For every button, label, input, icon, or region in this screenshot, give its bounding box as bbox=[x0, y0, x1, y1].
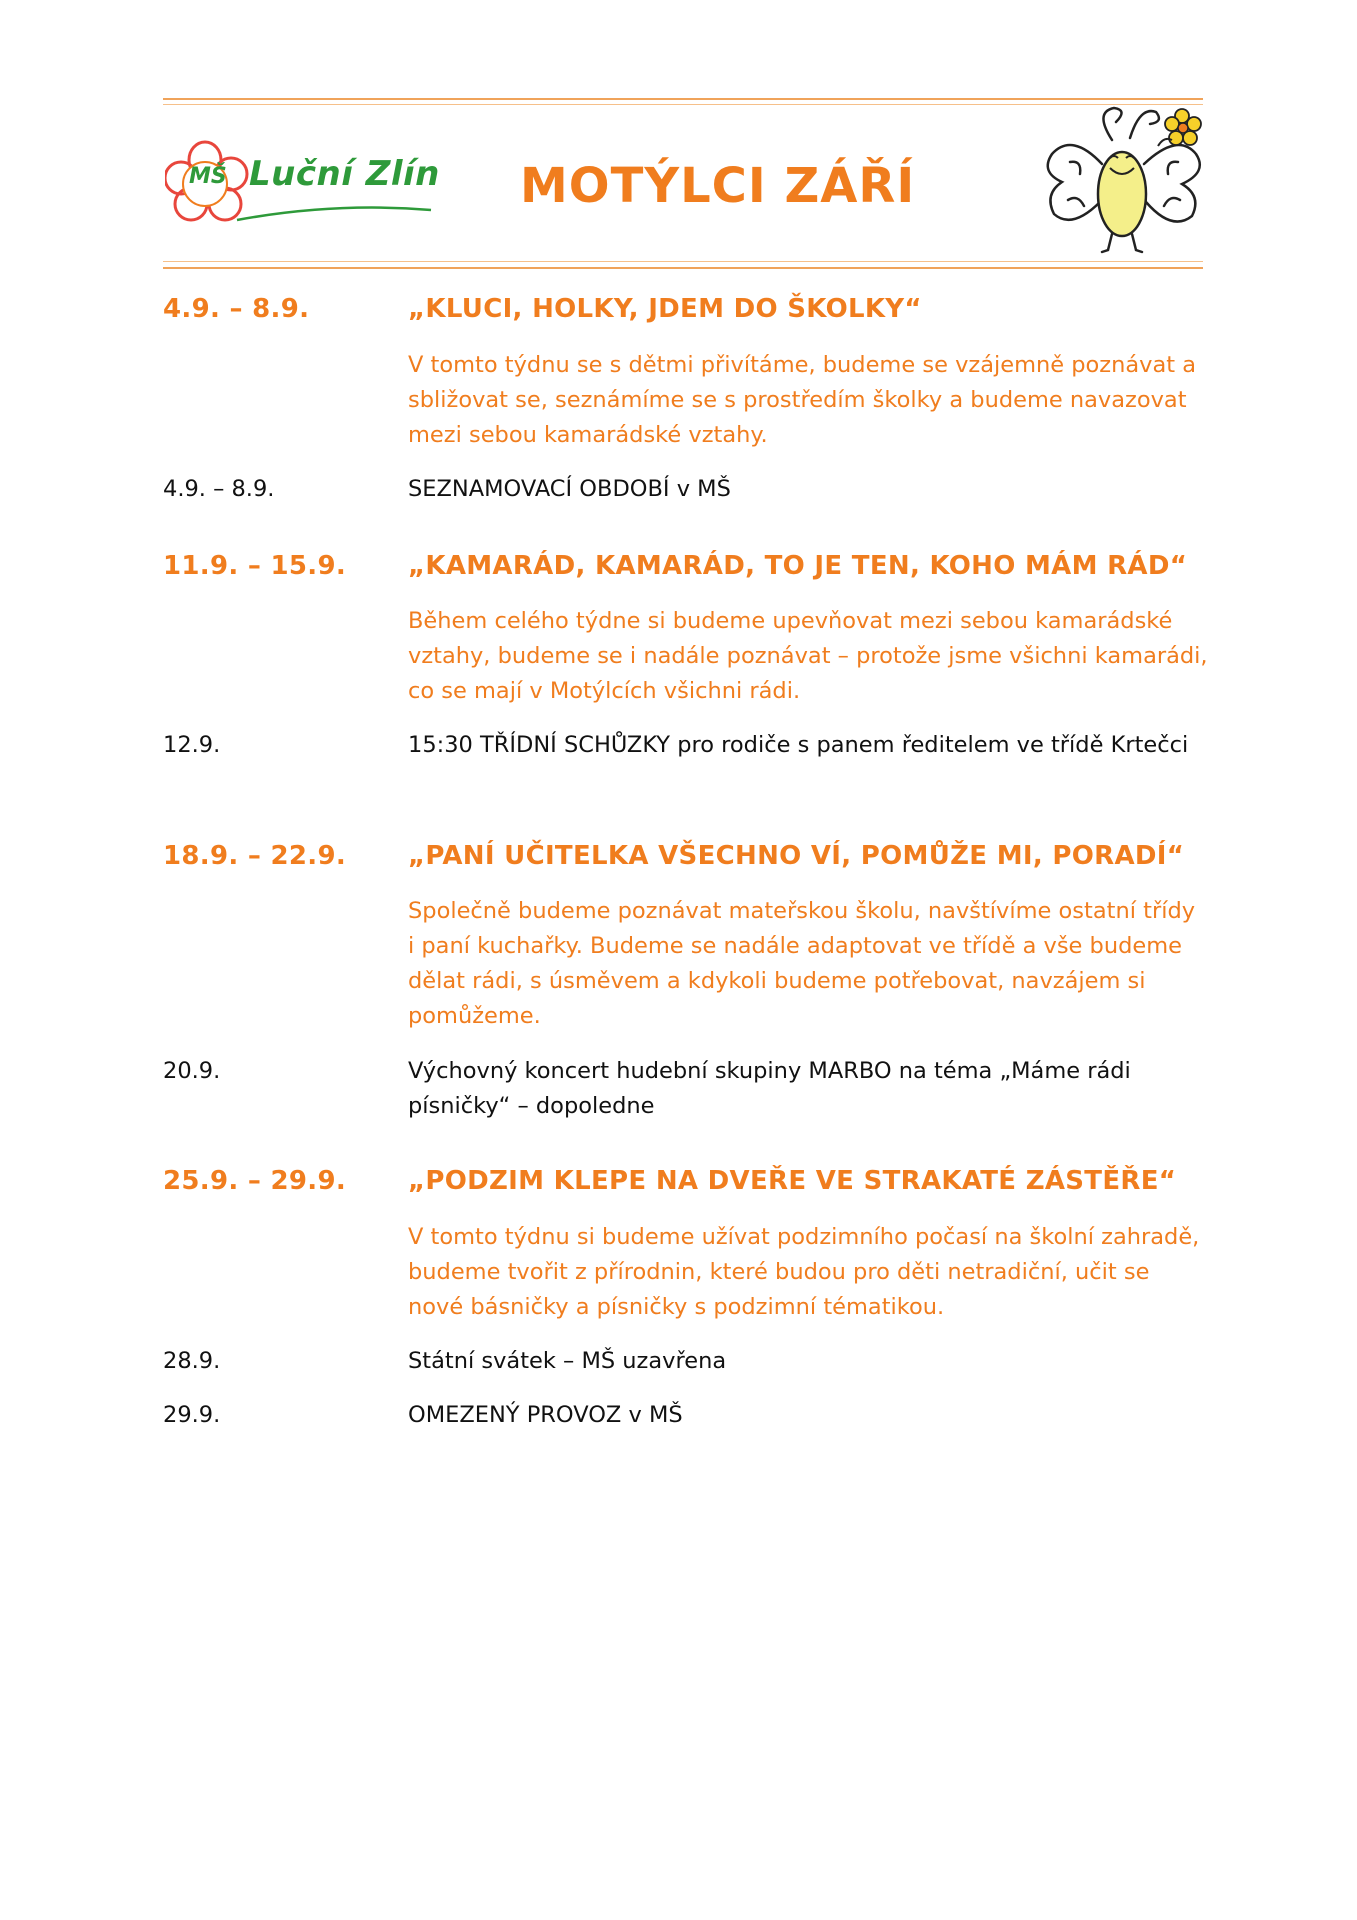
butterfly-icon bbox=[1032, 102, 1212, 262]
header-bottom-rule-thin bbox=[163, 261, 1203, 262]
event-text: Výchovný koncert hudební skupiny MARBO na téma „Máme rádi písničky“ – dopoledne bbox=[408, 1058, 1131, 1119]
header-top-rule bbox=[163, 98, 1203, 100]
school-logo bbox=[165, 138, 445, 228]
week-date: 11.9. – 15.9. bbox=[163, 551, 347, 581]
event-date: 4.9. – 8.9. bbox=[163, 476, 275, 502]
event-text: Státní svátek – MŠ uzavřena bbox=[408, 1348, 727, 1374]
logo-swoosh-icon bbox=[235, 204, 435, 224]
week-date: 25.9. – 29.9. bbox=[163, 1166, 347, 1196]
event-text: SEZNAMOVACÍ OBDOBÍ v MŠ bbox=[408, 476, 731, 502]
week-date: 18.9. – 22.9. bbox=[163, 841, 347, 871]
event-date: 12.9. bbox=[163, 732, 221, 758]
event-date: 20.9. bbox=[163, 1058, 221, 1084]
week-theme: „PANÍ UČITELKA VŠECHNO VÍ, POMŮŽE MI, PORADÍ“ bbox=[408, 841, 1185, 871]
page-title: MOTÝLCI ZÁŘÍ bbox=[520, 158, 916, 214]
week-description: Společně budeme poznávat mateřskou školu, navštívíme ostatní třídy i paní kuchařky. Budeme se nadále adaptovat ve třídě a vše budeme dělat rádi, s úsměvem a kdykoli budeme potřebovat, navzájem si pomůžeme. bbox=[408, 898, 1196, 1029]
logo-ms-label: MŠ bbox=[189, 164, 227, 189]
week-theme: „KAMARÁD, KAMARÁD, TO JE TEN, KOHO MÁM RÁD“ bbox=[408, 551, 1188, 581]
event-date: 28.9. bbox=[163, 1348, 221, 1374]
week-theme: „PODZIM KLEPE NA DVEŘE VE STRAKATÉ ZÁSTĚŘE“ bbox=[408, 1166, 1177, 1196]
event-text: OMEZENÝ PROVOZ v MŠ bbox=[408, 1402, 683, 1428]
week-description: Během celého týdne si budeme upevňovat mezi sebou kamarádské vztahy, budeme se i nadále poznávat – protože jsme všichni kamarádi, co se mají v Motýlcích všichni rádi. bbox=[408, 608, 1208, 704]
week-description: V tomto týdnu se s dětmi přivítáme, budeme se vzájemně poznávat a sbližovat se, seznámíme se s prostředím školky a budeme navazovat mezi sebou kamarádské vztahy. bbox=[408, 352, 1197, 448]
logo-school-name: Luční Zlín bbox=[249, 154, 440, 194]
week-description: V tomto týdnu si budeme užívat podzimního počasí na školní zahradě, budeme tvořit z přírodnin, které budou pro děti netradiční, učit se nové básničky a písničky s podzimní tématikou. bbox=[408, 1224, 1200, 1320]
header-bottom-rule bbox=[163, 267, 1203, 269]
event-date: 29.9. bbox=[163, 1402, 221, 1428]
week-date: 4.9. – 8.9. bbox=[163, 294, 310, 324]
week-theme: „KLUCI, HOLKY, JDEM DO ŠKOLKY“ bbox=[408, 294, 922, 324]
event-text: 15:30 TŘÍDNÍ SCHŮZKY pro rodiče s panem ředitelem ve třídě Krtečci bbox=[408, 732, 1189, 758]
